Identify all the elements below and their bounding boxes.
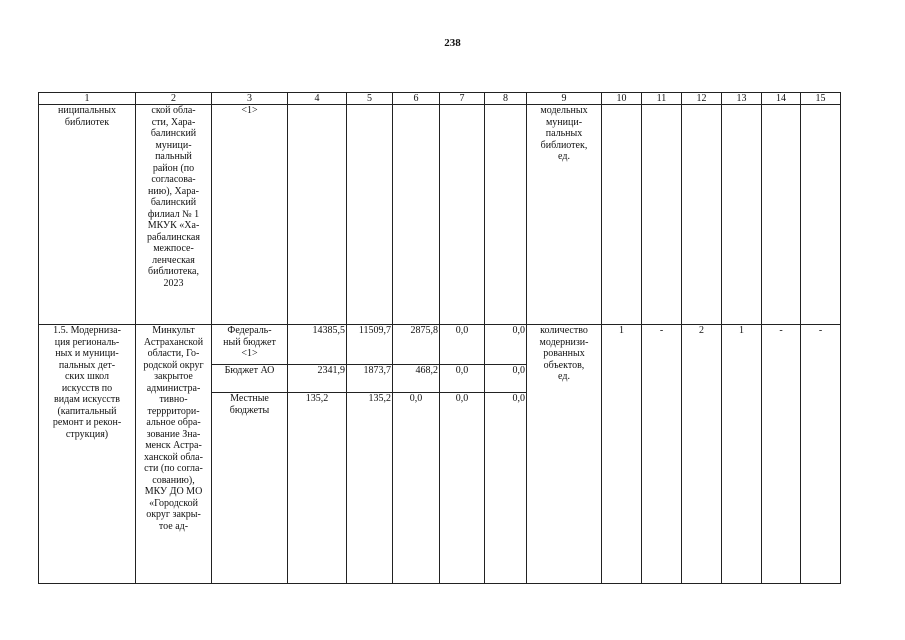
cell-target-value: 2: [682, 325, 722, 584]
table-row: [39, 325, 841, 365]
cell-indicator: количество модернизи- рованных объектов, ед.: [527, 325, 602, 584]
column-header: 3: [212, 93, 288, 105]
cell-amount: 0,0: [485, 325, 527, 365]
cell-target-value: 1: [602, 325, 642, 584]
cell-empty: [682, 105, 722, 325]
cell-amount: 0,0: [440, 325, 485, 365]
cell-amount: 2875,8: [393, 325, 440, 365]
column-header: 7: [440, 93, 485, 105]
header-row: [39, 93, 841, 105]
cell-amount: 468,2: [393, 365, 440, 393]
cell-amount: 0,0: [440, 393, 485, 584]
column-header: 11: [642, 93, 682, 105]
cell-executor: Минкульт Астраханской области, Го- родской округ закрытое администра- тивно- террритори- альное обра- зование Зна- менск Астра- ханской обла- сти (по согла- сованию), МКУ ДО МО «Городской округ закры- тое ад-: [136, 325, 212, 584]
cell-funding-source: <1>: [212, 105, 288, 325]
column-header: 8: [485, 93, 527, 105]
cell-amount: 0,0: [393, 393, 440, 584]
cell-amount: 0,0: [485, 365, 527, 393]
column-header: 10: [602, 93, 642, 105]
cell-indicator: модельных муници- пальных библиотек, ед.: [527, 105, 602, 325]
cell-amount: 135,2: [347, 393, 393, 584]
cell-amount: 1873,7: [347, 365, 393, 393]
cell-empty: [347, 105, 393, 325]
cell-empty: [722, 105, 762, 325]
cell-event-name: ниципальных библиотек: [39, 105, 136, 325]
column-header: 14: [762, 93, 801, 105]
page-number: 238: [444, 37, 461, 49]
cell-funding-source: Бюджет АО: [212, 365, 288, 393]
cell-target-value: -: [762, 325, 801, 584]
cell-amount: 2341,9: [288, 365, 347, 393]
column-header: 5: [347, 93, 393, 105]
column-header: 2: [136, 93, 212, 105]
cell-empty: [440, 105, 485, 325]
cell-amount: 0,0: [440, 365, 485, 393]
cell-executor: ской обла- сти, Хара- балинский муници- пальный район (по согласова- нию), Хара- балинский филиал № 1 МКУК «Ха- рабалинская межпосе- ленческая библиотека, 2023: [136, 105, 212, 325]
column-header: 6: [393, 93, 440, 105]
column-header: 15: [801, 93, 841, 105]
cell-funding-source: Федераль- ный бюджет <1>: [212, 325, 288, 365]
cell-amount: 135,2: [288, 393, 347, 584]
cell-target-value: -: [801, 325, 841, 584]
cell-funding-source: Местные бюджеты: [212, 393, 288, 584]
cell-empty: [602, 105, 642, 325]
column-header: 1: [39, 93, 136, 105]
column-header: 13: [722, 93, 762, 105]
cell-amount: 11509,7: [347, 325, 393, 365]
cell-target-value: 1: [722, 325, 762, 584]
cell-amount: 14385,5: [288, 325, 347, 365]
cell-empty: [642, 105, 682, 325]
column-header: 12: [682, 93, 722, 105]
column-header: 9: [527, 93, 602, 105]
cell-empty: [485, 105, 527, 325]
cell-empty: [762, 105, 801, 325]
cell-event-name: 1.5. Модерниза- ция региональ- ных и муници- пальных дет- ских школ искусств по видам искусств (капитальный ремонт и рекон- струкция): [39, 325, 136, 584]
cell-empty: [393, 105, 440, 325]
cell-amount: 0,0: [485, 393, 527, 584]
cell-empty: [801, 105, 841, 325]
program-table: [38, 92, 841, 584]
cell-empty: [288, 105, 347, 325]
table-row: [39, 105, 841, 325]
cell-target-value: -: [642, 325, 682, 584]
column-header: 4: [288, 93, 347, 105]
